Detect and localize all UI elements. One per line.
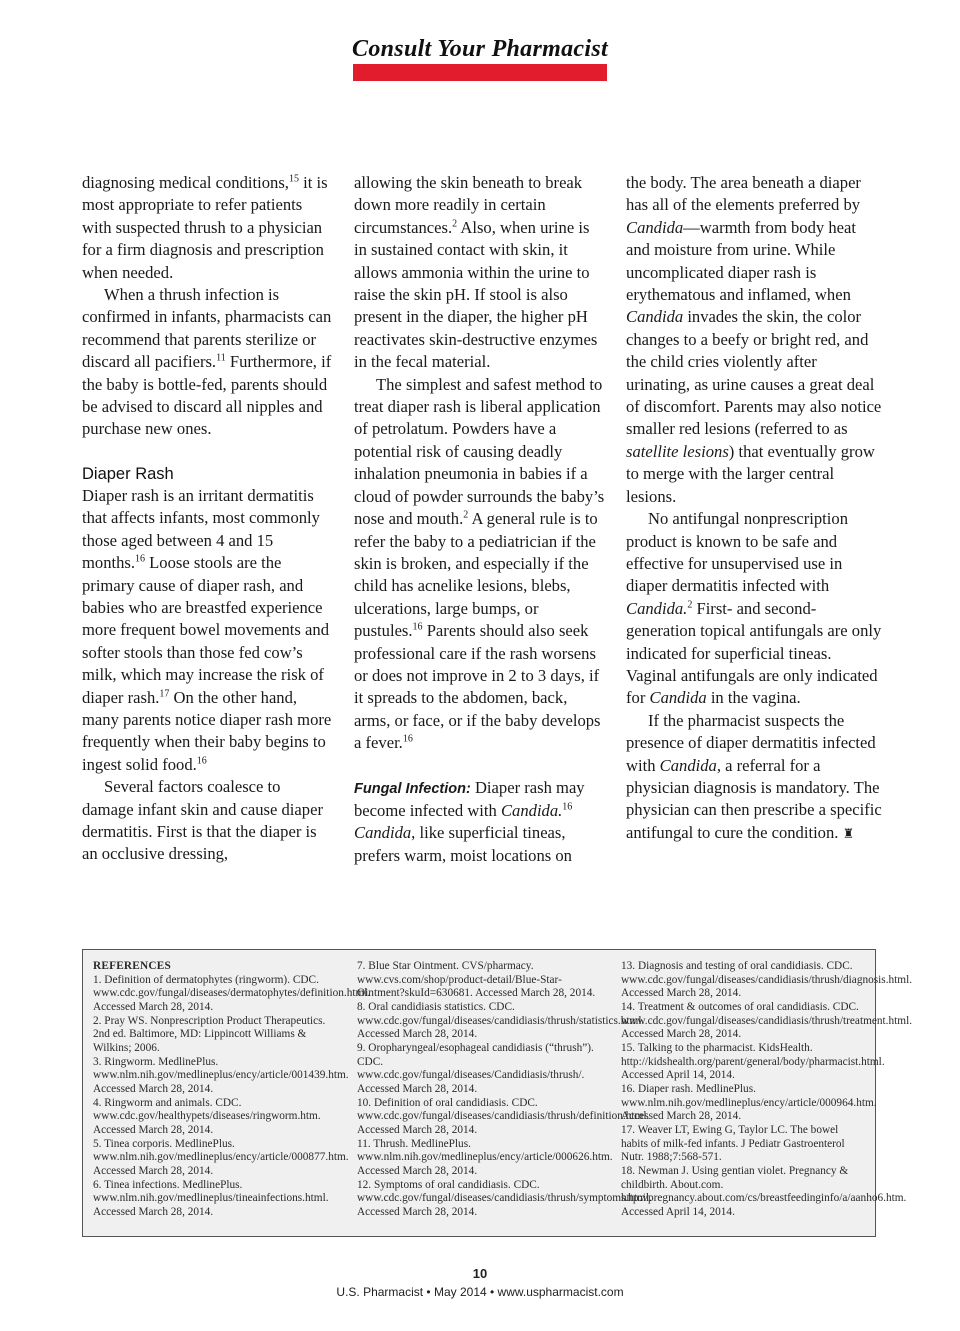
- reference-item: 7. Blue Star Ointment. CVS/pharmacy. www.cvs.com/shop/product-detail/Blue-Star-Ointment?skuId=630681. Accessed March 28, 2014.: [357, 960, 596, 1000]
- section-title: Consult Your Pharmacist: [352, 36, 608, 62]
- article-column-3: [626, 172, 882, 845]
- reference-item: 2. Pray WS. Nonprescription Product Therapeutics. 2nd ed. Baltimore, MD: Lippincott Williams & Wilkins; 2006.: [93, 1014, 326, 1054]
- paragraph: When a thrush infection is confirmed in infants, pharmacists can recommend that parents sterilize or discard all pacifiers.$^{11}$ Furthermore, if the baby is bottle-fed, parents should be advised to discard all nipples and purchase new ones.: [82, 285, 332, 439]
- reference-item: 15. Talking to the pharmacist. KidsHealth. http://kidshealth.org/parent/general/body/pharmacist.html. Accessed April 14, 2014.: [621, 1041, 885, 1082]
- reference-item: 12. Symptoms of oral candidiasis. CDC. www.cdc.gov/fungal/diseases/candidiasis/thrush/symptoms.html. Accessed March 28, 2014.: [357, 1178, 652, 1218]
- reference-item: 11. Thrush. MedlinePlus. www.nlm.nih.gov/medlineplus/ency/article/000626.htm. Accessed March 28, 2014.: [357, 1137, 613, 1177]
- reference-item: 17. Weaver LT, Ewing G, Taylor LC. The bowel habits of milk-fed infants. J Pediatr Gastroenterol Nutr. 1988;7:568-571.: [621, 1123, 845, 1164]
- article-body: [82, 172, 882, 912]
- reference-item: 6. Tinea infections. MedlinePlus. www.nlm.nih.gov/medlineplus/tineainfections.html. Accessed March 28, 2014.: [93, 1178, 329, 1218]
- page-footer: [0, 1266, 960, 1300]
- references-column-1: [93, 960, 371, 1219]
- reference-item: 3. Ringworm. MedlinePlus. www.nlm.nih.gov/medlineplus/ency/article/001439.htm. Accessed March 28, 2014.: [93, 1055, 349, 1095]
- references-column-3: [621, 960, 913, 1219]
- paragraph: diagnosing medical conditions,$^{15}$ it is most appropriate to refer patients with suspected thrush to a physician for a firm diagnosis and prescription when needed.: [82, 173, 328, 282]
- paragraph: No antifungal nonprescription product is known to be safe and effective for unsupervised use in diaper dermatitis infected with Candida.$^2$ First- and second-generation topical antifungals are only indicated for superficial tineas. Vaginal antifungals are only indicated for Candida in the vagina.: [626, 509, 882, 708]
- paragraph: If the pharmacist suspects the presence of diaper dermatitis infected with Candida, a referral for a physician diagnosis is mandatory. The physician can then prescribe a specific antifungal to cure the condition. ♜: [626, 710, 882, 842]
- footer-publication-line: U.S. Pharmacist • May 2014 • www.uspharmacist.com: [336, 1285, 624, 1299]
- reference-item: 8. Oral candidiasis statistics. CDC. www.cdc.gov/fungal/diseases/candidiasis/thrush/statistics.html. Accessed March 28, 2014.: [357, 1000, 645, 1041]
- page-header: [0, 34, 960, 64]
- end-of-article-icon: ♜: [842, 825, 855, 841]
- header-accent-bar: [353, 64, 607, 81]
- page-number: 10: [472, 1266, 488, 1281]
- paragraph: Fungal Infection: Diaper rash may become infected with Candida.$^{16}$ Candida, like superficial tineas, prefers warm, moist locations on: [354, 777, 585, 865]
- reference-item: 4. Ringworm and animals. CDC. www.cdc.gov/healthypets/diseases/ringworm.htm. Accessed March 28, 2014.: [93, 1096, 321, 1136]
- references-heading: REFERENCES: [93, 960, 171, 972]
- reference-item: 16. Diaper rash. MedlinePlus. www.nlm.nih.gov/medlineplus/ency/article/000964.htm. Accessed March 28, 2014.: [621, 1082, 877, 1123]
- references-box: [82, 949, 913, 1237]
- reference-item: 10. Definition of oral candidiasis. CDC. www.cdc.gov/fungal/diseases/candidiasis/thrush/definition.html. Accessed March 28, 2014.: [357, 1096, 650, 1136]
- reference-item: 18. Newman J. Using gentian violet. Pregnancy & childbirth. About.com. http://pregnancy.about.com/cs/breastfeedinginfo/a/aanho6.htm. Accessed April 14, 2014.: [621, 1164, 907, 1218]
- paragraph: Several factors coalesce to damage infant skin and cause diaper dermatitis. First is that the diaper is an occlusive dressing,: [82, 777, 323, 864]
- subheading-diaper-rash: Diaper Rash: [82, 464, 174, 483]
- paragraph: allowing the skin beneath to break down more readily in certain circumstances.$^2$ Also, when urine is in sustained contact with skin, it allows ammonia within the urine to raise the skin pH. If stool is also present in the diaper, the higher pH reactivates skin-destructive enzymes in the fecal material.: [354, 173, 598, 372]
- paragraph: The simplest and safest method to treat diaper rash is liberal application of petrolatum. Powders have a potential risk of causing deadly inhalation pneumonia in babies if a cloud of powder surrounds the baby’s nose and mouth.$^2$ A general rule is to refer the baby to a pediatrician if the skin is broken, and especially if the child has acnelike lesions, blebs, ulcerations, large bumps, or pustules.$^{16}$ Parents should also seek professional care if the rash worsens or does not improve in 2 to 3 days, if it spreads to the abdomen, back, arms, or face, or if the baby develops a fever.$^{16}$: [354, 374, 605, 753]
- reference-item: 14. Treatment & outcomes of oral candidiasis. CDC. www.cdc.gov/fungal/diseases/candidiasis/thrush/treatment.html. Accessed March 28, 2014.: [621, 1000, 913, 1041]
- article-column-2: [354, 172, 606, 867]
- reference-item: 5. Tinea corporis. MedlinePlus. www.nlm.nih.gov/medlineplus/ency/article/000877.htm. Accessed March 28, 2014.: [93, 1137, 349, 1177]
- paragraph: the body. The area beneath a diaper has all of the elements preferred by Candida—warmth from body heat and moisture from urine. While uncomplicated diaper rash is erythematous and inflamed, when Candida invades the skin, the color changes to a beefy or bright red, and the child cries violently after urinating, as urine causes a great deal of discomfort. Parents may also notice smaller red lesions (referred to as satellite lesions) that eventually grow to merge with the larger central lesions.: [626, 173, 882, 506]
- article-column-1: [82, 172, 334, 866]
- reference-item: 13. Diagnosis and testing of oral candidiasis. CDC. www.cdc.gov/fungal/diseases/candidiasis/thrush/diagnosis.html. Accessed March 28, 2014.: [621, 960, 913, 1000]
- runin-heading-fungal-infection: Fungal Infection:: [354, 780, 471, 797]
- reference-item: 9. Oropharyngeal/esophageal candidiasis (“thrush”). CDC. www.cdc.gov/fungal/diseases/Candidiasis/thrush/. Accessed March 28, 2014.: [357, 1041, 594, 1095]
- reference-item: 1. Definition of dermatophytes (ringworm). CDC. www.cdc.gov/fungal/diseases/dermatophytes/definition.html. Accessed March 28, 2014.: [93, 973, 371, 1013]
- paragraph: Diaper rash is an irritant dermatitis that affects infants, most commonly those aged between 4 and 15 months.$^{16}$ Loose stools are the primary cause of diaper rash, and babies who are breastfed experience more frequent bowel movements and softer stools than those fed cow’s milk, which may increase the risk of diaper rash.$^{17}$ On the other hand, many parents notice diaper rash more frequently when their baby begins to ingest solid food.$^{16}$: [82, 485, 332, 774]
- references-column-2: [357, 960, 652, 1219]
